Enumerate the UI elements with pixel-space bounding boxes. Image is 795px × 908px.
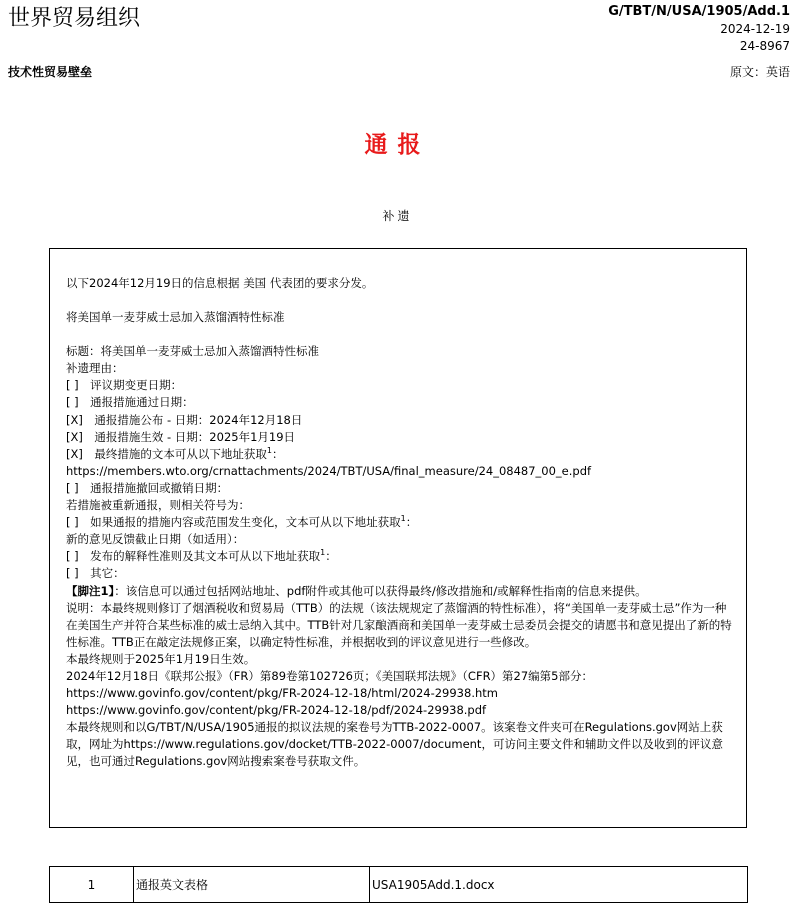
effective-date-text: 本最终规则于2025年1月19日生效。 bbox=[66, 651, 256, 666]
item-content-changed-label: [ ] 如果通报的措施内容或范围发生变化，文本可从以下地址获取 bbox=[66, 515, 401, 530]
organization-name: 世界贸易组织 bbox=[8, 6, 141, 31]
document-symbol: G/TBT/N/USA/1905/Add.1 bbox=[608, 4, 790, 19]
notification-title: 通报 bbox=[364, 132, 431, 158]
govinfo-html-link[interactable]: https://www.govinfo.gov/content/pkg/FR-2024-12-18/html/2024-29938.htm bbox=[66, 686, 498, 701]
item-new-deadline: 新的意见反馈截止日期（如适用）： bbox=[66, 532, 245, 547]
attachment-name: 通报英文表格 bbox=[136, 878, 209, 892]
footnote-marker: 1 bbox=[266, 445, 272, 455]
item-renotified: 若措施被重新通报，则相关符号为： bbox=[66, 498, 250, 513]
item-publication-date: [X] 通报措施公布 - 日期：2024年12月18日 bbox=[66, 412, 303, 427]
item-withdrawn: [ ] 通报措施撤回或撤销日期： bbox=[66, 480, 229, 495]
item-entry-into-force: [X] 通报措施生效 - 日期：2025年1月19日 bbox=[66, 429, 296, 444]
item-interpretive-guidance: [ ] 发布的解释性准则及其文本可从以下地址获取$^1$： bbox=[66, 548, 337, 564]
final-measure-link[interactable]: https://members.wto.org/crnattachments/2024/TBT/USA/final_measure/24_08487_00_e.pdf bbox=[66, 463, 592, 478]
item-interpretive-guidance-label: [ ] 发布的解释性准则及其文本可从以下地址获取 bbox=[66, 549, 321, 564]
attachment-row bbox=[50, 867, 748, 903]
committee-name: 技术性贸易壁垒 bbox=[8, 65, 93, 79]
item-final-text: [X] 最终措施的文本可从以下地址获取$^1$： bbox=[66, 445, 284, 461]
topic-text: 将美国单一麦芽威士忌加入蒸馏酒特性标准 bbox=[66, 310, 285, 325]
footnote bbox=[66, 583, 734, 600]
item-adoption-date: [ ] 通报措施通过日期： bbox=[66, 395, 194, 410]
addendum-subtitle: 补遗 bbox=[382, 209, 413, 223]
item-comment-period: [ ] 评议期变更日期： bbox=[66, 378, 183, 393]
item-final-text-label: [X] 最终措施的文本可从以下地址获取 bbox=[66, 446, 267, 461]
attachment-table bbox=[49, 866, 748, 903]
footnote-marker: 1 bbox=[320, 548, 326, 558]
document-date: 2024-12-19 bbox=[720, 22, 790, 36]
item-other: [ ] 其它： bbox=[66, 566, 125, 581]
docket-text: 本最终规则和以G/TBT/N/USA/1905通报的拟议法规的案卷号为TTB-2022-0007。该案卷文件夹可在Regulations.gov网站上获取，网址为https://www.regulations.gov/docket/TTB-2022-0007/document，可访问主要文件和辅助文件以及收到的评议意见，也可通过Regulations.gov网站搜索案卷号获取文件。 bbox=[66, 720, 723, 769]
item-content-changed: [ ] 如果通报的措施内容或范围发生变化，文本可从以下地址获取$^1$： bbox=[66, 514, 418, 530]
notification-body bbox=[49, 248, 747, 828]
footnote-text: ：该信息可以通过包括网站地址、pdf附件或其他可以获得最终/修改措施和/或解释性指南的信息来提供。 bbox=[114, 583, 647, 598]
footnote-marker: 1 bbox=[400, 514, 406, 524]
federal-register-citation: 2024年12月18日《联邦公报》（FR）第89卷第102726页；《美国联邦法规》（CFR）第27编第5部分： bbox=[66, 668, 594, 683]
intro-text: 以下2024年12月19日的信息根据 美国 代表团的要求分发。 bbox=[66, 276, 374, 290]
footnote-title: 【脚注1】 bbox=[66, 583, 115, 598]
reason-label: 补遗理由： bbox=[66, 361, 124, 376]
document-number: 24-8967 bbox=[739, 39, 790, 53]
description-text: 说明：本最终规则修订了烟酒税收和贸易局（TTB）的法规（该法规规定了蒸馏酒的特性标准），将“美国单一麦芽威士忌”作为一种在美国生产并符合某些标准的威士忌纳入其中。TTB针对几家酿酒商和美国单一麦芽威士忌委员会提交的请愿书和意见提出了新的特性标准。TTB正在敲定法规修正案，以确定特性标准，并根据收到的评议意见进行一些修改。 bbox=[66, 600, 732, 649]
attachment-number: 1 bbox=[50, 867, 134, 903]
attachment-file-link[interactable]: USA1905Add.1.docx bbox=[372, 877, 495, 892]
govinfo-pdf-link[interactable]: https://www.govinfo.gov/content/pkg/FR-2024-12-18/pdf/2024-29938.pdf bbox=[66, 703, 487, 718]
original-language: 原文：英语 bbox=[729, 65, 790, 79]
heading-text: 标题：将美国单一麦芽威士忌加入蒸馏酒特性标准 bbox=[66, 344, 319, 359]
